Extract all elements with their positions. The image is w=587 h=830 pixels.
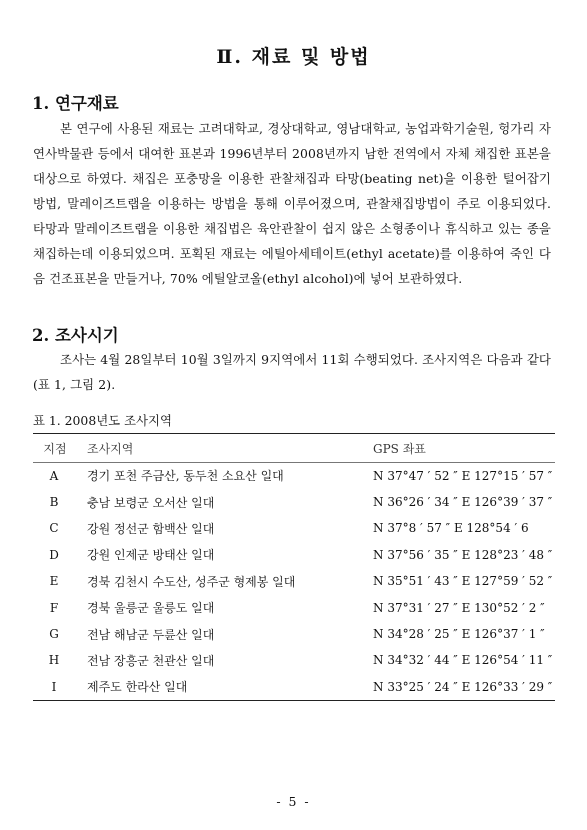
table-row <box>33 621 555 647</box>
table-row <box>33 515 555 541</box>
site-code: A <box>49 468 59 483</box>
header-area: 조사지역 <box>75 434 369 463</box>
site-code: G <box>49 627 59 642</box>
site-gps: N 35°51 ′ 43 ″ E 127°59 ′ 52 ″ <box>373 574 553 589</box>
site-gps: N 33°25 ′ 24 ″ E 126°33 ′ 29 ″ <box>369 674 555 700</box>
header-gps: GPS 좌표 <box>369 434 555 463</box>
table-header-row <box>33 434 555 463</box>
research-materials-paragraph: 본 연구에 사용된 재료는 고려대학교, 경상대학교, 영남대학교, 농업과학기술원, 헝가리 자연사박물관 등에서 대여한 표본과 1996년부터 2008년까지 남한 전역에서 자체 채집한 표본을 대상으로 하였다. 채집은 포충망을 이용한 관찰채집과 타망(beating net)을 이용한 털어잡기 방법, 말레이즈트랩을 이용하는 방법을 통해 이루어졌으며, 관찰채집방법이 주로 이용되었다. 타망과 말레이즈트랩을 이용한 채집법은 육안관찰이 쉽지 않은 소형종이나 휴식하고 있는 종을 채집하는데 이용되었으며. 포획된 재료는 에틸아세테이트(ethyl acetate)를 이용하여 죽인 다음 건조표본을 만들거나, 70% 에틸알코올(ethyl alcohol)에 넣어 보관하였다. <box>33 121 551 286</box>
site-area: 전남 해남군 두륜산 일대 <box>87 627 215 642</box>
site-gps: N 34°32 ′ 44 ″ E 126°54 ′ 11 ″ <box>373 653 553 668</box>
site-code: I <box>33 674 75 700</box>
site-gps: N 34°28 ′ 25 ″ E 126°37 ′ 1 ″ <box>373 627 545 642</box>
site-area: 충남 보령군 오서산 일대 <box>87 495 215 510</box>
site-area: 강원 인제군 방태산 일대 <box>87 548 215 563</box>
chapter-title: Ⅱ. 재료 및 방법 <box>216 46 371 68</box>
site-gps: N 37°8 ′ 57 ″ E 128°54 ′ 6 <box>373 521 529 536</box>
site-code: B <box>49 495 59 510</box>
site-area: 경북 김천시 수도산, 성주군 형제봉 일대 <box>87 574 296 589</box>
page-number: - 5 - <box>276 794 311 809</box>
site-code: H <box>48 653 60 668</box>
site-gps: N 37°56 ′ 35 ″ E 128°23 ′ 48 ″ <box>373 547 553 562</box>
site-code: E <box>49 574 59 589</box>
site-area: 전남 장흥군 천관산 일대 <box>87 653 215 668</box>
site-area: 제주도 한라산 일대 <box>75 674 369 700</box>
site-code: F <box>49 600 59 615</box>
table-caption: 표 1. 2008년도 조사지역 <box>33 413 172 428</box>
site-gps: N 37°47 ′ 52 ″ E 127°15 ′ 57 ″ <box>373 468 553 483</box>
site-area: 강원 정선군 함백산 일대 <box>87 521 215 536</box>
survey-period-paragraph: 조사는 4월 28일부터 10월 3일까지 9지역에서 11회 수행되었다. 조사지역은 다음과 같다(표 1, 그림 2). <box>33 352 551 392</box>
survey-sites-table <box>33 433 555 701</box>
section-title-survey-period: 2. 조사시기 <box>32 326 119 345</box>
site-code: D <box>49 547 59 562</box>
site-gps: N 37°31 ′ 27 ″ E 130°52 ′ 2 ″ <box>373 600 545 615</box>
table-row <box>33 489 555 515</box>
site-area: 경기 포천 주금산, 동두천 소요산 일대 <box>87 469 284 484</box>
table-row <box>33 647 555 673</box>
table-row <box>33 594 555 620</box>
site-code: C <box>49 521 59 536</box>
table-row <box>33 542 555 568</box>
section-title-research-materials: 1. 연구재료 <box>32 94 119 113</box>
site-gps: N 36°26 ′ 34 ″ E 126°39 ′ 37 ″ <box>373 495 553 510</box>
table-row <box>33 568 555 594</box>
site-area: 경북 울릉군 울릉도 일대 <box>87 601 215 616</box>
header-site: 지점 <box>33 434 75 463</box>
table-row <box>33 463 555 489</box>
table-row <box>33 674 555 700</box>
